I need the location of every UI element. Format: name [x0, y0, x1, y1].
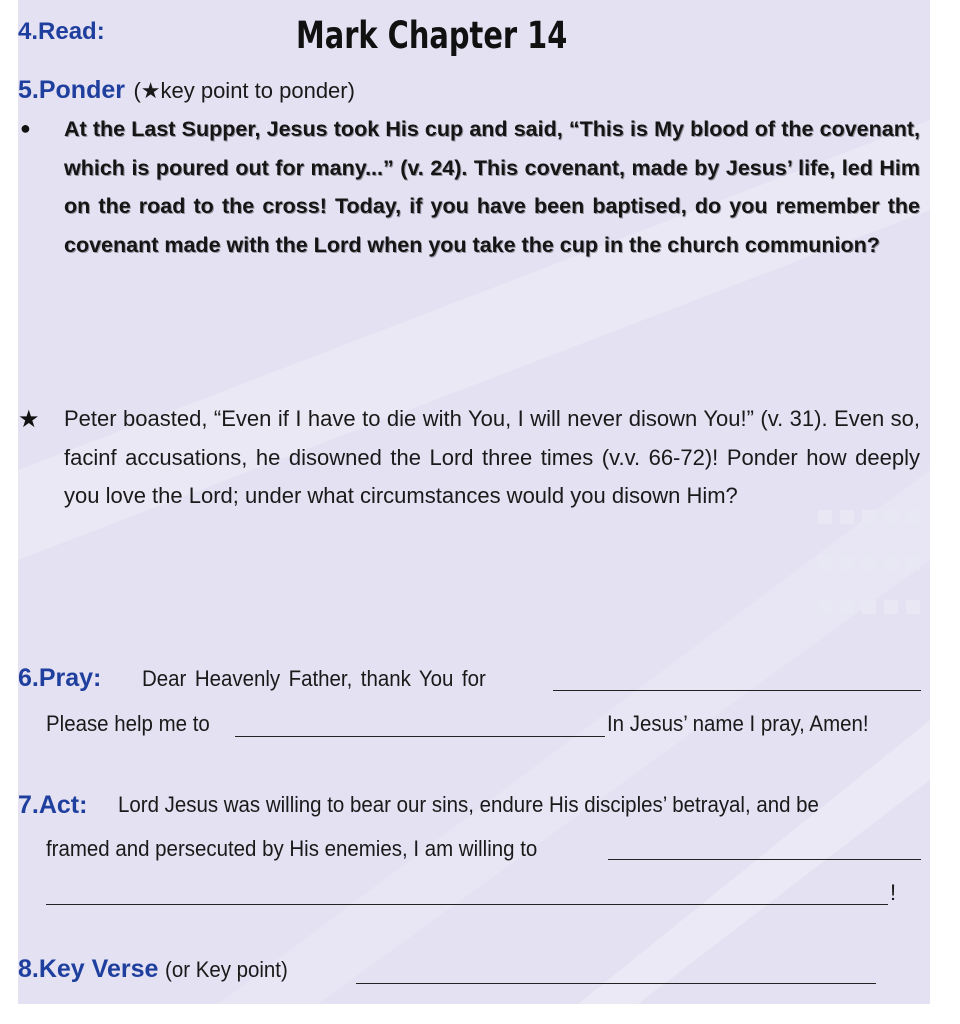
key-verse-hint: (or Key point)	[164, 957, 288, 982]
bullet-dot-icon: ●	[20, 118, 31, 138]
pray-line2-start: Please help me to	[46, 711, 210, 736]
read-label: 4.Read:	[18, 18, 105, 45]
act-willing-blank[interactable]	[608, 859, 921, 860]
pray-help-blank[interactable]	[235, 736, 605, 737]
ponder-hint: (★key point to ponder)	[133, 78, 355, 103]
act-line2-text: framed and persecuted by His enemies, I am willing to	[46, 836, 538, 861]
pray-line1-text: Dear Heavenly Father, thank You for	[142, 666, 486, 691]
act-exclamation: !	[890, 880, 897, 905]
chapter-title: Mark Chapter 14	[296, 14, 568, 57]
ponder-star-text: Peter boasted, “Even if I have to die with You, I will never disown You!” (v. 31). Even so, facinf accusations, he disowned the Lord three times (v.v. 66-72)! Ponder how deeply you love the Lord; under what circumstances would you disown Him?	[64, 406, 920, 508]
ponder-heading	[18, 76, 355, 105]
star-icon: ★	[18, 406, 40, 433]
act-line1-text: Lord Jesus was willing to bear our sins, endure His disciples’ betrayal, and be	[118, 792, 819, 817]
act-label: 7.Act:	[18, 791, 88, 819]
pray-label: 6.Pray:	[18, 664, 102, 692]
worksheet-page	[18, 0, 930, 1004]
pray-thanks-blank[interactable]	[553, 690, 921, 691]
key-verse-blank[interactable]	[356, 983, 876, 984]
ponder-bullet-text: At the Last Supper, Jesus took His cup and said, “This is My blood of the covenant, which is poured out for many...” (v. 24). This covenant, made by Jesus’ life, led Him on the road to the cross! Today, if you have been baptised, do you remember the covenant made with the Lord when you take the cup in the church communion?	[64, 117, 920, 257]
ponder-label: 5.Ponder	[18, 76, 125, 104]
pray-line2-end: In Jesus’ name I pray, Amen!	[607, 711, 869, 736]
act-continuation-blank[interactable]	[46, 904, 888, 905]
key-verse-label: 8.Key Verse	[18, 955, 159, 983]
key-verse-heading	[18, 955, 297, 984]
